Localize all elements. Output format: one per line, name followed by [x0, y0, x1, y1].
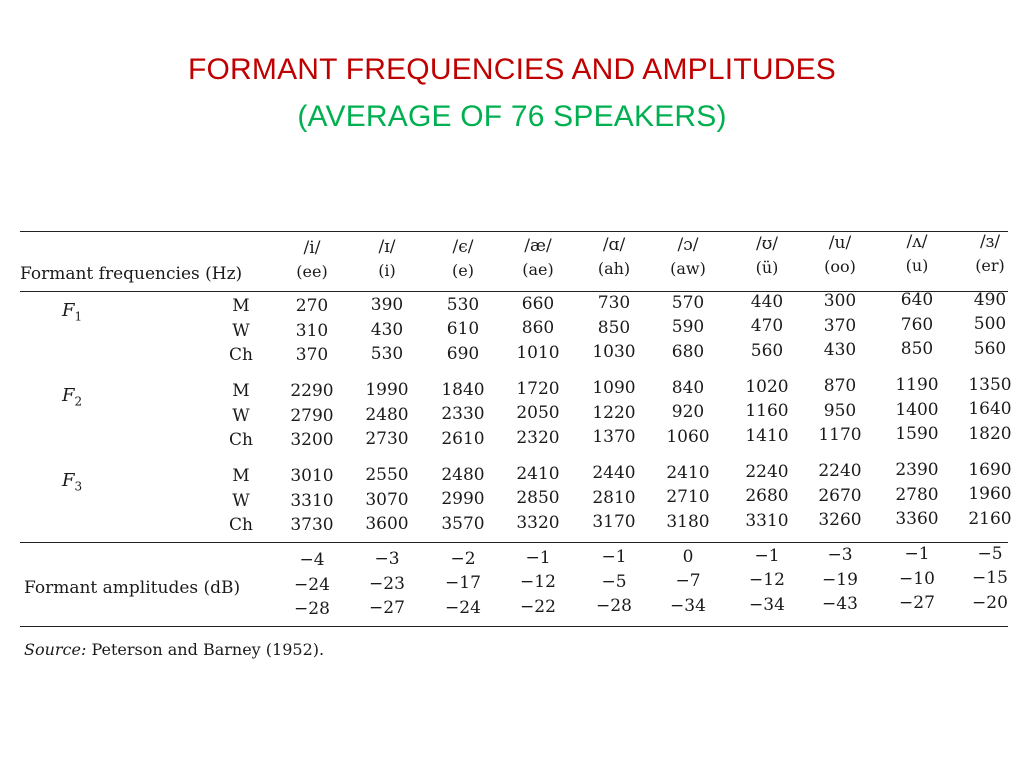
frequency-value: 2710: [666, 487, 710, 507]
source-text: Peterson and Barney (1952).: [91, 640, 325, 659]
frequency-value: 850: [597, 317, 631, 338]
frequency-value: 1820: [968, 423, 1012, 444]
amplitude-value: −22: [520, 596, 556, 617]
frequency-value: 660: [521, 293, 555, 314]
amplitude-value: −28: [596, 596, 632, 617]
frequency-value: 3260: [818, 510, 862, 531]
frequency-value: 3310: [745, 510, 789, 531]
speaker-label: W: [232, 405, 250, 426]
formant-label: [62, 300, 82, 328]
source-label: Source:: [24, 640, 87, 659]
frequency-value: 920: [671, 402, 705, 422]
formant-index: 3: [74, 479, 83, 494]
frequency-value: 3320: [516, 512, 560, 533]
frequency-value: 2290: [290, 381, 334, 401]
formant-symbol: F: [62, 385, 75, 406]
amplitude-value: −23: [369, 573, 405, 594]
frequency-value: 3310: [290, 490, 334, 511]
amplitude-value: −17: [445, 573, 481, 594]
frequency-value: 2390: [895, 460, 939, 481]
vowel-symbol: /æ/: [524, 235, 552, 256]
frequency-value: 1960: [968, 484, 1012, 505]
amplitude-value: −4: [299, 550, 325, 570]
frequency-value: 430: [370, 319, 404, 340]
speaker-label: W: [232, 320, 250, 341]
speaker-label: Ch: [229, 515, 253, 535]
frequency-value: 2050: [516, 403, 560, 424]
frequency-value: 1030: [592, 342, 636, 363]
frequency-value: 870: [823, 376, 857, 397]
frequency-value: 1410: [745, 425, 789, 446]
amplitude-value: −12: [749, 570, 785, 591]
formant-symbol: F: [62, 300, 75, 321]
frequency-value: 430: [823, 340, 857, 361]
amplitude-value: −34: [749, 594, 785, 615]
frequency-value: 2410: [516, 463, 560, 484]
section-rule: [20, 542, 1008, 543]
amplitude-value: −27: [369, 598, 405, 619]
vowel-abbr: (aw): [670, 258, 706, 278]
vowel-abbr: (ü): [755, 257, 779, 277]
amplitude-value: −27: [899, 593, 935, 614]
frequency-value: 1060: [666, 426, 710, 447]
frequency-value: 570: [671, 292, 705, 313]
frequency-value: 850: [900, 339, 934, 360]
frequency-value: 2730: [365, 429, 409, 450]
frequency-value: 1090: [592, 378, 636, 399]
frequency-value: 3570: [441, 513, 485, 534]
amplitude-value: −19: [822, 569, 858, 590]
frequency-value: 2480: [441, 464, 485, 485]
frequency-value: 2410: [666, 462, 710, 483]
frequency-value: 590: [671, 317, 705, 337]
frequency-value: 1990: [365, 380, 409, 401]
frequency-value: 270: [295, 296, 329, 316]
vowel-symbol: /ʌ/: [906, 232, 928, 253]
vowel-abbr: (e): [452, 260, 474, 280]
frequency-value: 2330: [441, 404, 485, 425]
frequency-value: 1720: [516, 378, 560, 399]
frequency-value: 3360: [895, 509, 939, 530]
frequency-value: 1400: [895, 399, 939, 420]
vowel-symbol: /i/: [303, 238, 321, 258]
frequency-value: 1010: [516, 342, 560, 363]
top-rule: [20, 231, 1008, 232]
formant-index: 2: [74, 394, 83, 409]
amplitude-value: −12: [520, 572, 556, 593]
formant-symbol: F: [62, 470, 75, 491]
frequency-value: 860: [521, 318, 555, 339]
amplitude-value: −1: [601, 547, 627, 568]
amplitude-value: −10: [899, 568, 935, 589]
frequency-value: 730: [597, 293, 631, 314]
frequency-value: 2670: [818, 485, 862, 506]
freq-header: Formant frequencies (Hz): [20, 264, 243, 284]
frequency-value: 500: [973, 314, 1007, 335]
frequency-value: 560: [750, 340, 784, 361]
frequency-value: 1170: [818, 425, 862, 446]
frequency-value: 1190: [895, 375, 939, 396]
frequency-value: 760: [900, 314, 934, 335]
frequency-value: 310: [295, 320, 329, 341]
amplitude-value: −15: [972, 568, 1008, 589]
amplitude-value: −5: [601, 571, 627, 592]
amplitude-value: −2: [450, 548, 476, 569]
frequency-value: 3070: [365, 489, 409, 510]
frequency-value: 1220: [592, 402, 636, 423]
bottom-rule: [20, 626, 1008, 627]
amplitude-value: −20: [972, 592, 1008, 613]
frequency-value: 1370: [592, 427, 636, 448]
frequency-value: 2320: [516, 427, 560, 448]
frequency-value: 560: [973, 338, 1007, 359]
vowel-abbr: (oo): [824, 257, 856, 277]
formant-index: 1: [74, 309, 83, 324]
vowel-symbol: /ϵ/: [452, 236, 474, 257]
amplitude-value: −3: [374, 549, 400, 570]
frequency-value: 3170: [592, 512, 636, 533]
frequency-value: 470: [750, 316, 784, 337]
amp-header: Formant amplitudes (dB): [24, 578, 241, 598]
vowel-symbol: /ʊ/: [756, 233, 778, 254]
vowel-abbr: (i): [378, 261, 396, 281]
frequency-value: 2240: [818, 461, 862, 482]
frequency-value: 2680: [745, 486, 789, 507]
vowel-abbr: (u): [905, 256, 929, 276]
frequency-value: 390: [370, 295, 404, 316]
vowel-abbr: (ae): [522, 259, 554, 279]
frequency-value: 1840: [441, 379, 485, 400]
amplitude-value: −1: [525, 547, 551, 568]
slide-subtitle: (AVERAGE OF 76 SPEAKERS): [297, 100, 727, 133]
vowel-symbol: /ɔ/: [677, 234, 699, 255]
frequency-value: 3730: [290, 515, 334, 535]
frequency-value: 2160: [968, 508, 1012, 529]
amplitude-value: −1: [904, 544, 930, 565]
frequency-value: 690: [446, 343, 480, 364]
frequency-value: 2780: [895, 484, 939, 505]
frequency-value: 2240: [745, 461, 789, 482]
amplitude-value: 0: [682, 546, 694, 567]
formant-label: [62, 385, 82, 413]
frequency-value: 440: [750, 291, 784, 312]
frequency-value: 840: [671, 377, 705, 398]
slide-title: FORMANT FREQUENCIES AND AMPLITUDES: [187, 53, 836, 86]
amplitude-value: −43: [822, 594, 858, 615]
frequency-value: 3010: [290, 466, 334, 486]
amplitude-value: −7: [675, 571, 701, 591]
frequency-value: 680: [671, 341, 705, 362]
frequency-value: 370: [823, 315, 857, 336]
frequency-value: 950: [823, 400, 857, 421]
frequency-value: 3600: [365, 514, 409, 535]
vowel-symbol: /ɜ/: [979, 231, 1001, 252]
speaker-label: M: [232, 381, 250, 401]
frequency-value: 2610: [441, 428, 485, 449]
frequency-value: 2990: [441, 489, 485, 510]
speaker-label: Ch: [229, 430, 253, 450]
frequency-value: 3200: [290, 430, 334, 450]
vowel-symbol: /ɪ/: [378, 237, 396, 258]
speaker-label: M: [232, 296, 250, 316]
frequency-value: 530: [446, 294, 480, 315]
frequency-value: 2480: [365, 404, 409, 425]
vowel-symbol: /ɑ/: [602, 235, 626, 256]
amplitude-value: −5: [977, 543, 1003, 564]
frequency-value: 610: [446, 319, 480, 340]
frequency-value: 640: [900, 290, 934, 311]
frequency-value: 1640: [968, 399, 1012, 420]
frequency-value: 2790: [290, 405, 334, 426]
amplitude-value: −3: [827, 545, 853, 566]
source-note: [24, 640, 324, 659]
speaker-label: Ch: [229, 345, 253, 365]
frequency-value: 1590: [895, 424, 939, 445]
frequency-value: 300: [823, 291, 857, 312]
amplitude-value: −34: [670, 595, 706, 616]
frequency-value: 370: [295, 345, 329, 365]
frequency-value: 490: [973, 289, 1007, 310]
amplitude-value: −28: [294, 599, 330, 619]
amplitude-value: −24: [294, 574, 330, 595]
frequency-value: 530: [370, 344, 404, 365]
speaker-label: W: [232, 490, 250, 511]
frequency-value: 1020: [745, 376, 789, 397]
amplitude-value: −1: [754, 545, 780, 566]
vowel-abbr: (ee): [296, 262, 328, 281]
vowel-abbr: (er): [975, 255, 1005, 275]
frequency-value: 1690: [968, 459, 1012, 480]
formant-label: [62, 470, 82, 498]
frequency-value: 2440: [592, 463, 636, 484]
vowel-abbr: (ah): [597, 259, 631, 279]
frequency-value: 1350: [968, 374, 1012, 395]
vowel-symbol: /u/: [828, 233, 852, 254]
speaker-label: M: [232, 466, 250, 486]
frequency-value: 2810: [592, 487, 636, 508]
frequency-value: 2850: [516, 488, 560, 509]
amplitude-value: −24: [445, 597, 481, 618]
frequency-value: 2550: [365, 465, 409, 486]
frequency-value: 1160: [745, 401, 789, 422]
frequency-value: 3180: [666, 511, 710, 532]
